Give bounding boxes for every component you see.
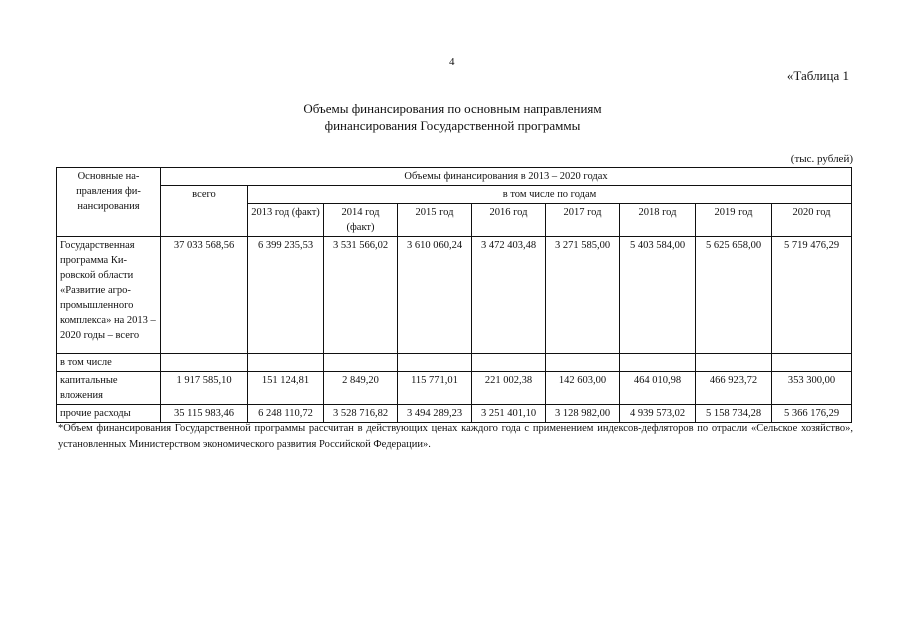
row-year-value: 3 271 585,00 bbox=[546, 237, 620, 354]
row-year-value bbox=[324, 354, 398, 372]
row-year-value: 3 528 716,82 bbox=[324, 405, 398, 423]
header-by-years: в том числе по годам bbox=[248, 186, 852, 204]
row-year-value: 5 403 584,00 bbox=[620, 237, 696, 354]
row-year-value: 6 399 235,53 bbox=[248, 237, 324, 354]
document-title bbox=[0, 100, 905, 134]
row-total: 35 115 983,46 bbox=[161, 405, 248, 423]
row-year-value bbox=[248, 354, 324, 372]
row-year-value bbox=[696, 354, 772, 372]
row-year-value bbox=[472, 354, 546, 372]
title-line-2: финансирования Государственной программы bbox=[324, 118, 581, 133]
row-year-value: 353 300,00 bbox=[772, 372, 852, 405]
row-year-value: 115 771,01 bbox=[398, 372, 472, 405]
page-number: 4 bbox=[449, 56, 455, 68]
header-row-2 bbox=[57, 186, 852, 204]
row-label: в том числе bbox=[57, 354, 161, 372]
table-row bbox=[57, 405, 852, 423]
row-year-value: 5 719 476,29 bbox=[772, 237, 852, 354]
row-year-value: 151 124,81 bbox=[248, 372, 324, 405]
header-total: всего bbox=[161, 186, 248, 237]
row-total: 37 033 568,56 bbox=[161, 237, 248, 354]
row-year-value bbox=[620, 354, 696, 372]
row-year-value: 3 494 289,23 bbox=[398, 405, 472, 423]
header-year: 2018 год bbox=[620, 204, 696, 237]
table-row bbox=[57, 237, 852, 354]
row-year-value: 3 251 401,10 bbox=[472, 405, 546, 423]
table-label: «Таблица 1 bbox=[786, 68, 849, 83]
row-year-value bbox=[772, 354, 852, 372]
row-year-value: 5 625 658,00 bbox=[696, 237, 772, 354]
row-year-value: 5 158 734,28 bbox=[696, 405, 772, 423]
table-row bbox=[57, 372, 852, 405]
header-direction: Основные на-правления фи-нансирования bbox=[57, 168, 161, 237]
header-year: 2015 год bbox=[398, 204, 472, 237]
financing-table bbox=[56, 167, 852, 423]
row-total bbox=[161, 354, 248, 372]
header-year: 2017 год bbox=[546, 204, 620, 237]
header-year: 2019 год bbox=[696, 204, 772, 237]
row-label: капитальные вложения bbox=[57, 372, 161, 405]
row-year-value: 221 002,38 bbox=[472, 372, 546, 405]
header-year: 2020 год bbox=[772, 204, 852, 237]
row-year-value: 3 128 982,00 bbox=[546, 405, 620, 423]
row-year-value: 3 472 403,48 bbox=[472, 237, 546, 354]
header-year: 2016 год bbox=[472, 204, 546, 237]
row-year-value: 5 366 176,29 bbox=[772, 405, 852, 423]
row-year-value: 6 248 110,72 bbox=[248, 405, 324, 423]
header-row-1 bbox=[57, 168, 852, 186]
row-year-value bbox=[546, 354, 620, 372]
header-volumes: Объемы финансирования в 2013 – 2020 годах bbox=[161, 168, 852, 186]
row-total: 1 917 585,10 bbox=[161, 372, 248, 405]
row-year-value: 3 531 566,02 bbox=[324, 237, 398, 354]
row-label: прочие расходы bbox=[57, 405, 161, 423]
header-year: 2014 год (факт) bbox=[324, 204, 398, 237]
title-line-1: Объемы финансирования по основным направлениям bbox=[303, 101, 602, 116]
row-year-value: 464 010,98 bbox=[620, 372, 696, 405]
row-label: Государственная программа Ки-ровской области «Развитие агро-промышленного комплекса» на 2013 – 2020 годы – всего bbox=[57, 237, 161, 354]
row-year-value: 466 923,72 bbox=[696, 372, 772, 405]
row-year-value: 3 610 060,24 bbox=[398, 237, 472, 354]
footnote: *Объем финансирования Государственной программы рассчитан в действующих ценах каждого года с применением индексов-дефляторов по отрасли «Сельское хозяйство», установленных Министерством экономического развития Российской Федерации». bbox=[58, 423, 853, 450]
row-year-value: 142 603,00 bbox=[546, 372, 620, 405]
header-year: 2013 год (факт) bbox=[248, 204, 324, 237]
row-year-value: 4 939 573,02 bbox=[620, 405, 696, 423]
table-row bbox=[57, 354, 852, 372]
units-label: (тыс. рублей) bbox=[790, 153, 853, 165]
row-year-value: 2 849,20 bbox=[324, 372, 398, 405]
row-year-value bbox=[398, 354, 472, 372]
